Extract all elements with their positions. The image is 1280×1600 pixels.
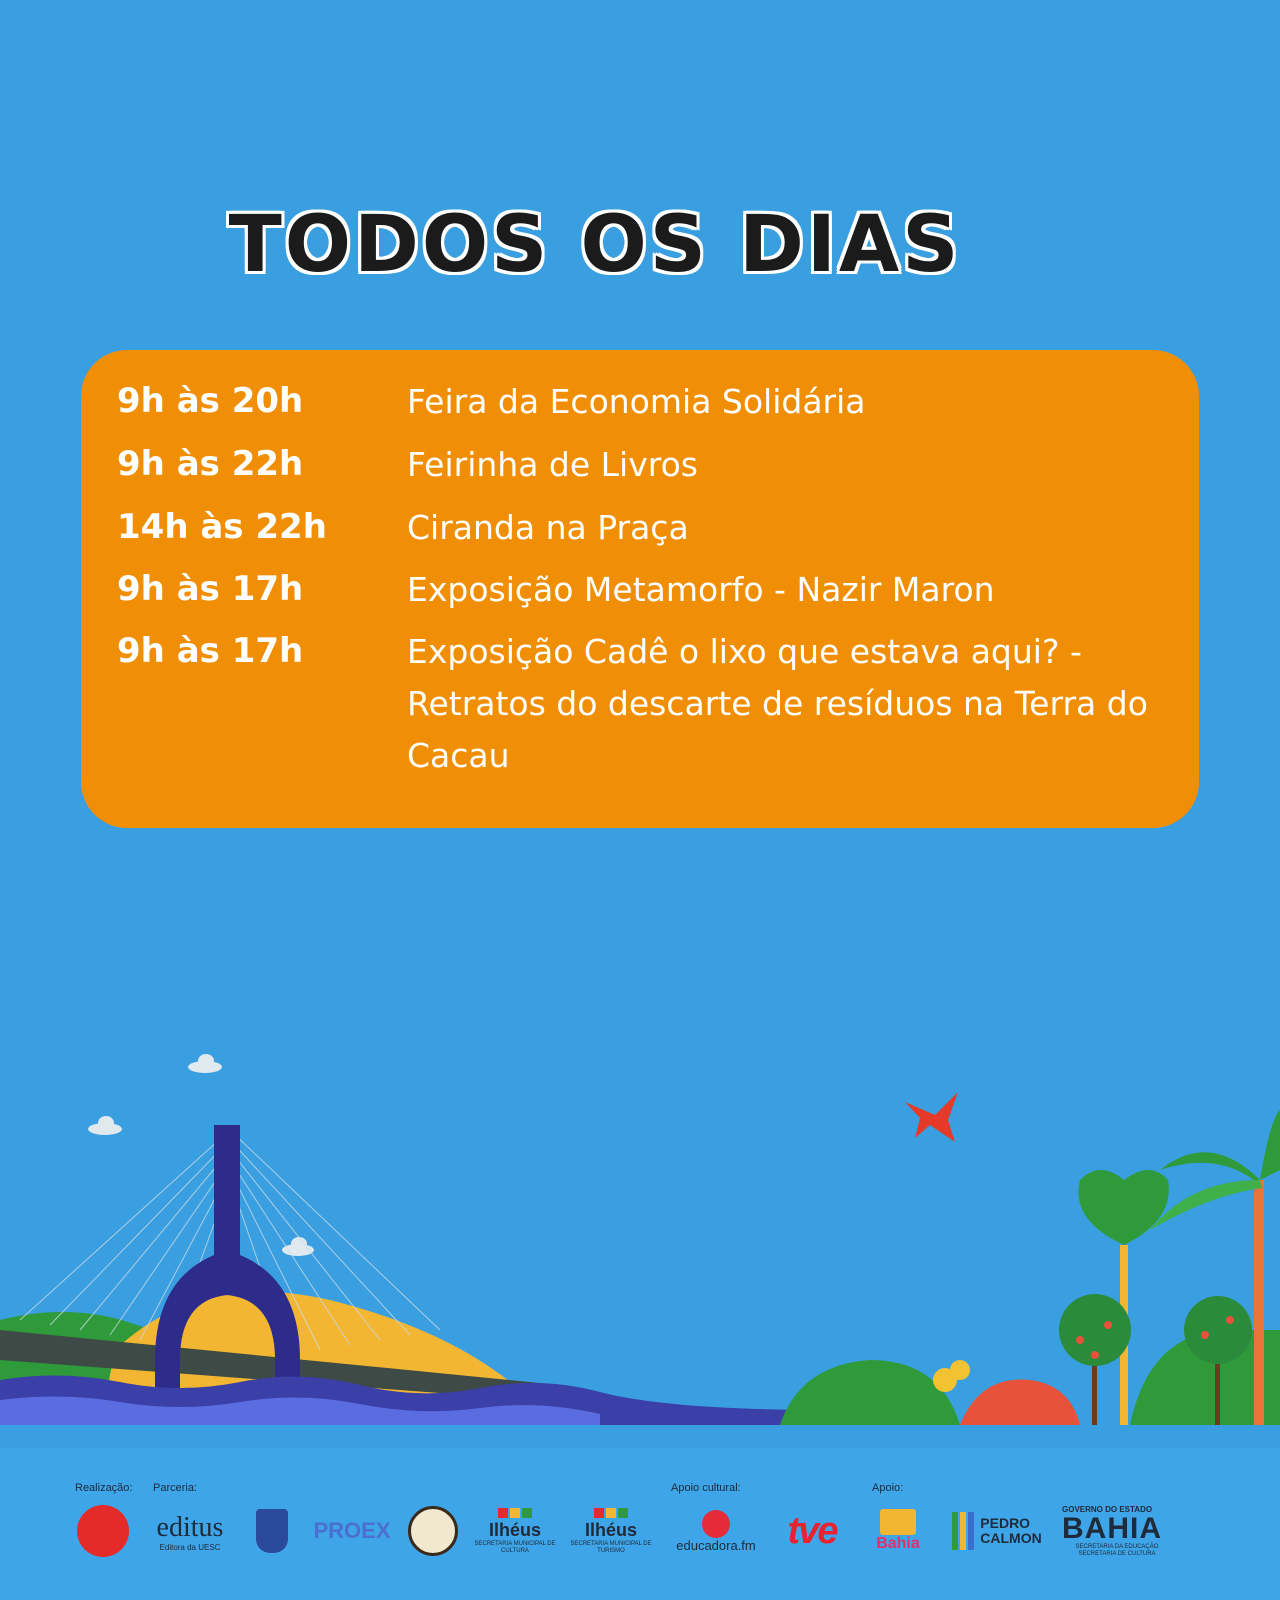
bahia-literatura-logo: Bahia xyxy=(868,1500,928,1562)
pedro-calmon-logo: PEDRO CALMON xyxy=(942,1500,1052,1562)
ilheus-cultura-logo: Ilhéus SECRETARIA MUNICIPAL DE CULTURA xyxy=(470,1500,560,1562)
ilheus-flag-icon xyxy=(594,1508,628,1518)
schedule-event: Exposição Cadê o lixo que estava aqui? - Retratos do descarte de resíduos na Terra do Cacau xyxy=(407,632,1148,775)
realizacao-logo xyxy=(76,1500,130,1562)
schedule-row xyxy=(117,502,1169,554)
books-icon xyxy=(952,1512,974,1550)
schedule-row xyxy=(117,439,1169,491)
bird-icon xyxy=(905,1092,958,1142)
schedule-row xyxy=(117,626,1169,782)
sponsors-footer xyxy=(0,1448,1280,1600)
proex-logo: PROEX xyxy=(313,1518,391,1543)
schedule-time: 9h às 17h xyxy=(117,569,304,609)
cloud-icon xyxy=(88,1116,122,1135)
ilheus-turismo-logo: Ilhéus SECRETARIA MUNICIPAL DE TURISMO xyxy=(566,1500,656,1562)
schedule-time: 14h às 22h xyxy=(117,507,327,547)
schedule-event: Ciranda na Praça xyxy=(407,508,689,547)
label-parceria: Parceria: xyxy=(153,1482,198,1494)
ilheus-flag-icon xyxy=(498,1508,532,1518)
educadora-logo: educadora.fm xyxy=(670,1500,762,1562)
schedule-card xyxy=(81,350,1199,828)
editus-logo: editus Editora da UESC xyxy=(156,1511,224,1552)
academy-seal-icon xyxy=(408,1500,458,1562)
hill xyxy=(960,1380,1080,1425)
cloud-icon xyxy=(188,1054,222,1073)
cloud-icon xyxy=(282,1237,314,1256)
hill xyxy=(780,1360,960,1425)
governo-bahia-logo: GOVERNO DO ESTADO BAHIA SECRETARIA DA EDUCAÇÃO SECRETARIA DE CULTURA xyxy=(1062,1504,1162,1557)
schedule-event: Feira da Economia Solidária xyxy=(407,382,866,421)
tve-logo: tve xyxy=(787,1509,837,1552)
schedule-row xyxy=(117,564,1169,616)
schedule-time: 9h às 17h xyxy=(117,631,304,671)
label-realizacao: Realização: xyxy=(75,1482,133,1494)
schedule-time: 9h às 20h xyxy=(117,381,304,421)
schedule-time: 9h às 22h xyxy=(117,444,304,484)
label-apoio-cultural: Apoio cultural: xyxy=(671,1482,741,1494)
landscape-illustration xyxy=(0,1030,1280,1450)
educadora-icon xyxy=(702,1510,730,1538)
flower-icon xyxy=(933,1360,970,1392)
schedule-row xyxy=(117,376,1169,428)
marita-logo-icon xyxy=(77,1505,129,1557)
page-title: TODOS OS DIAS xyxy=(228,200,962,290)
uesc-crest-icon xyxy=(252,1500,292,1562)
schedule-event: Exposição Metamorfo - Nazir Maron xyxy=(407,570,995,609)
schedule-event: Feirinha de Livros xyxy=(407,445,698,484)
label-apoio: Apoio: xyxy=(872,1482,904,1494)
book-icon xyxy=(880,1509,916,1535)
